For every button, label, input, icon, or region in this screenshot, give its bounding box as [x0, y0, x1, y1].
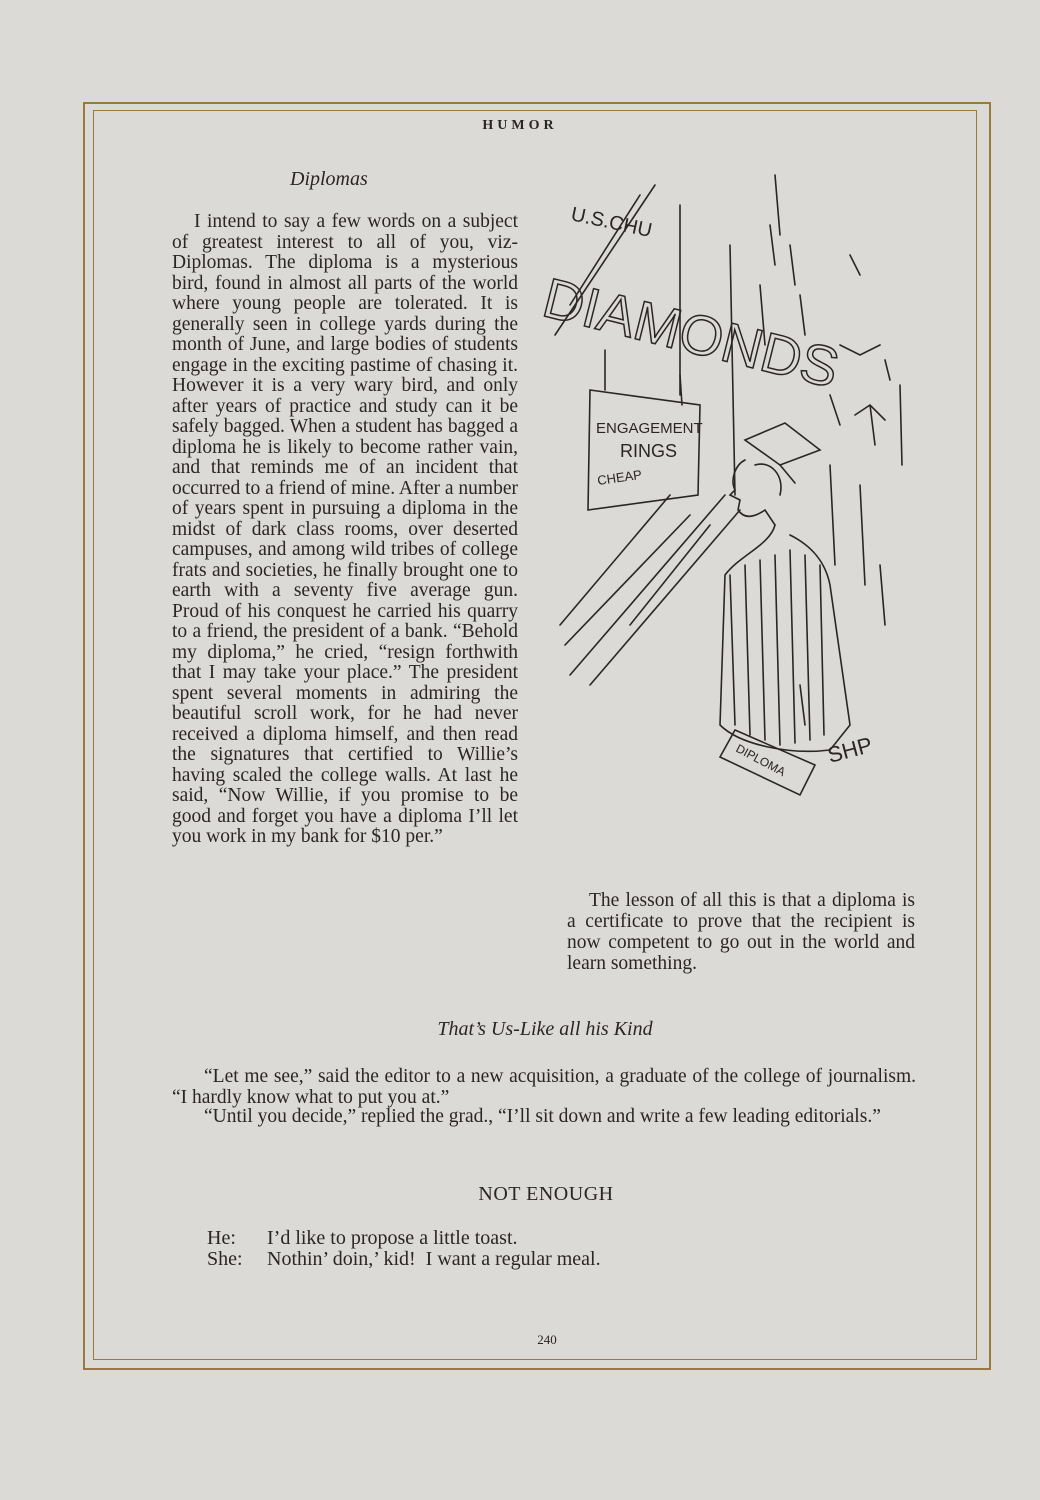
dialog-text: Nothin’ doin,’ kid! I want a regular meal.: [267, 1248, 601, 1270]
sign-main-text: DIAMONDS: [537, 265, 846, 400]
article-thats-us-para-1: “Let me see,” said the editor to a new acquisition, a graduate of the college of journalism. “I hardly know what to put you at.”: [172, 1066, 916, 1108]
page-header: HUMOR: [482, 118, 558, 133]
article-diplomas-body: I intend to say a few words on a subject of greatest interest to all of you, viz-Diplomas. The diploma is a mysterious bird, found in almost all parts of the world where young people are tolerated. It is generally seen in college yards during the month of June, and large bodies of students engage in the exciting pastime of chasing it. However it is a very wary bird, and only after years of practice and study can it be safely bagged. When a student has bagged a diploma he is likely to become rather vain, and that reminds me of an incident that occurred to a friend of mine. After a number of years spent in pursuing a diploma in the midst of dark class rooms, over deserted campuses, and among wild tribes of college frats and societies, he finally brought one to earth with a seventy five average gun. Proud of his conquest he carried his quarry to a friend, the president of a bank. “Behold my diploma,” he cried, “resign forthwith that I may take your place.” The president spent several moments in admiring the beautiful scroll work, for he had never received a diploma himself, and then read the signatures that certified to Willie’s having scaled the college walls. At last he said, “Now Willie, if you promise to be good and forget you have a diploma I’ll let you work in my bank for $10 per.”: [172, 211, 518, 847]
sign-top-text: U.S.CHU: [568, 203, 654, 242]
sign-engagement-text: ENGAGEMENT: [596, 420, 703, 437]
dialog-line: [207, 1249, 601, 1270]
graduate-figure: [720, 423, 875, 795]
dialog-speaker: She:: [207, 1248, 243, 1270]
article-diplomas-conclusion: The lesson of all this is that a diploma is a certificate to prove that the recipient is now competent to go out in the world and learn something.: [567, 890, 915, 974]
artist-signature: SHP: [824, 731, 876, 768]
dialog-speaker: He:: [207, 1227, 236, 1249]
article-title-diplomas: Diplomas: [290, 168, 368, 190]
hanging-sign: [588, 350, 703, 510]
crowd-sketch: [760, 175, 902, 725]
page-number: 240: [537, 1332, 557, 1347]
sign-rings-text: RINGS: [620, 441, 678, 461]
article-title-thats-us: That’s Us-Like all his Kind: [437, 1018, 653, 1040]
not-enough-dialog: [207, 1228, 601, 1270]
article-thats-us-para-2: “Until you decide,” replied the grad., “I’ll sit down and write a few leading editorials.”: [204, 1106, 881, 1127]
scroll-label-text: DIPLOMA: [733, 741, 788, 780]
graduate-illustration: [530, 165, 920, 835]
article-title-not-enough: NOT ENOUGH: [478, 1183, 614, 1205]
sign-cheap-text: CHEAP: [596, 466, 643, 488]
dialog-line: [207, 1228, 601, 1249]
dialog-text: I’d like to propose a little toast.: [267, 1227, 518, 1249]
